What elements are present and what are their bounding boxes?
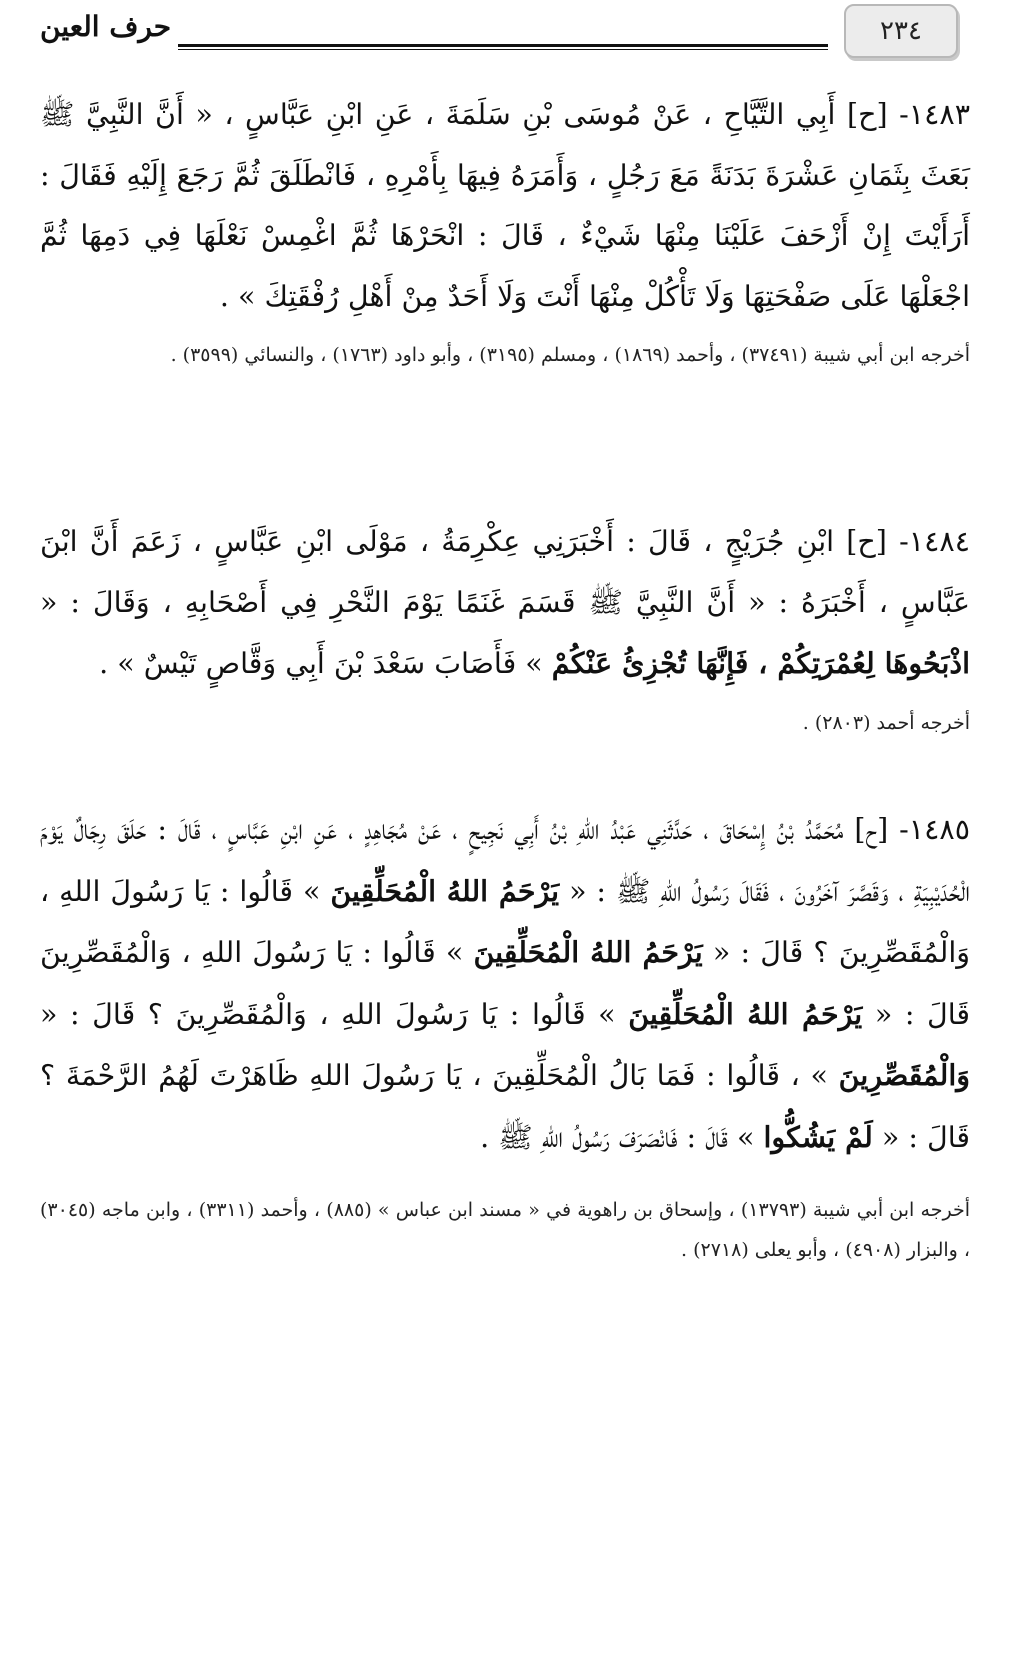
page-header: [0, 0, 1010, 70]
hadith-body: - [ح] مُحَمَّدُ بْنُ إِسْحَاقَ ، حَدَّثَنِي عَبْدُ اللهِ بْنُ أَبِي نَجِيحٍ ، عَنْ مُجَاهِدٍ ، عَنِ ابْنِ عَبَّاسٍ ، قَالَ : حَلَقَ رِجَالٌ يَوْمَ الْحُدَيْبِيَةِ ، وَقَصَّرَ آخَرُونَ ، فَقَالَ رَسُولُ اللهِ ﷺ : «: [40, 813, 971, 908]
hadith-text: [40, 800, 970, 1168]
hadith-text: [40, 512, 970, 695]
hadith-takhrij: أخرجه ابن أبي شيبة (٣٧٤٩١) ، وأحمد (١٨٦٩) ، ومسلم (٣١٩٥) ، وأبو داود (١٧٦٣) ، والنسائي (٣٥٩٩) .: [170, 344, 970, 366]
hadith-body: » قَالُوا : يَا رَسُولَ اللهِ ، وَالْمُقَصِّرِينَ قَالَ : «: [40, 936, 971, 1031]
hadith-number: ١٤٨٤: [908, 525, 970, 558]
hadith-takhrij: أخرجه أحمد (٢٨٠٣) .: [802, 711, 970, 734]
prophet-saying: يَرْحَمُ اللهُ الْمُحَلِّقِينَ: [628, 996, 863, 1031]
hadith-body: - [ح] ابْنِ جُرَيْجٍ ، قَالَ : أَخْبَرَنِي عِكْرِمَةُ ، مَوْلَى ابْنِ عَبَّاسٍ ، زَعَمَ أَنَّ ابْنَ عَبَّاسٍ ، أَخْبَرَهُ : « أَنَّ النَّبِيَّ ﷺ قَسَمَ غَنَمًا يَوْمَ النَّحْرِ فِي أَصْحَابِهِ ، وَقَالَ : «: [40, 525, 970, 619]
hadith-text: [40, 85, 970, 327]
hadith-body: » قَالُوا : يَا رَسُولَ اللهِ ، وَالْمُقَصِّرِينَ ؟ قَالَ : «: [40, 874, 971, 969]
prophet-saying: وَالْمُقَصِّرِينَ: [838, 1058, 970, 1092]
hadith-1483: [40, 85, 970, 375]
hadith-body-end: » فَأَصَابَ سَعْدَ بْنَ أَبِي وَقَّاصٍ تَيْسٌ » .: [99, 647, 543, 680]
hadith-body: - [ح] أَبِي التَّيَّاحِ ، عَنْ مُوسَى بْنِ سَلَمَةَ ، عَنِ ابْنِ عَبَّاسٍ ، « أَنَّ النَّبِيَّ ﷺ بَعَثَ بِثَمَانِ عَشْرَةَ بَدَنَةً مَعَ رَجُلٍ ، وَأَمَرَهُ فِيهَا بِأَمْرِهِ ، فَانْطَلَقَ ثُمَّ رَجَعَ إِلَيْهِ فَقَالَ : أَرَأَيْتَ إِنْ أَزْحَفَ عَلَيْنَا مِنْهَا شَيْءٌ ، قَالَ : انْحَرْهَا ثُمَّ اغْمِسْ نَعْلَهَا فِي دَمِهَا ثُمَّ اجْعَلْهَا عَلَى صَفْحَتِهَا وَلَا تَأْكُلْ مِنْهَا أَنْتَ وَلَا أَحَدٌ مِنْ أَهْلِ رُفْقَتِكَ » .: [40, 98, 970, 313]
prophet-saying: يَرْحَمُ اللهُ الْمُحَلِّقِينَ: [473, 935, 703, 969]
prophet-saying: اذْبَحُوهَا لِعُمْرَتِكُمْ ، فَإِنَّهَا تُجْزِئُ عَنْكُمْ: [551, 646, 970, 680]
header-rule: [178, 44, 828, 47]
prophet-saying: يَرْحَمُ اللهُ الْمُحَلِّقِينَ: [330, 873, 560, 908]
hadith-1484: [40, 512, 970, 743]
page-number: ٢٣٤: [844, 4, 958, 58]
hadith-number: ١٤٨٣: [908, 98, 970, 131]
chapter-title: حرف العين: [40, 10, 172, 43]
hadith-takhrij: أخرجه ابن أبي شيبة (١٣٧٩٣) ، وإسحاق بن راهوية في « مسند ابن عباس » (٨٨٥) ، وأحمد (٣٣١١) ، وابن ماجه (٣٠٤٥) ، والبزار (٤٩٠٨) ، وأبو يعلى (٢٧١٨) .: [40, 1199, 970, 1261]
hadith-1485: [40, 800, 970, 1270]
hadith-number: ١٤٨٥: [908, 813, 970, 846]
hadith-body: » قَالَ : فَانْصَرَفَ رَسُولُ اللهِ ﷺ .: [480, 1120, 755, 1154]
header-rule-thin: [178, 49, 828, 50]
hadith-body: » قَالُوا : يَا رَسُولَ اللهِ ، وَالْمُقَصِّرِينَ ؟ قَالَ : «: [40, 997, 616, 1031]
prophet-saying: لَمْ يَشُكُّوا: [763, 1119, 873, 1154]
hadith-body: » ، قَالُوا : فَمَا بَالُ الْمُحَلِّقِينَ ، يَا رَسُولَ اللهِ ظَاهَرْتَ لَهُمُ الرَّحْمَةَ ؟ قَالَ : «: [40, 1059, 970, 1154]
